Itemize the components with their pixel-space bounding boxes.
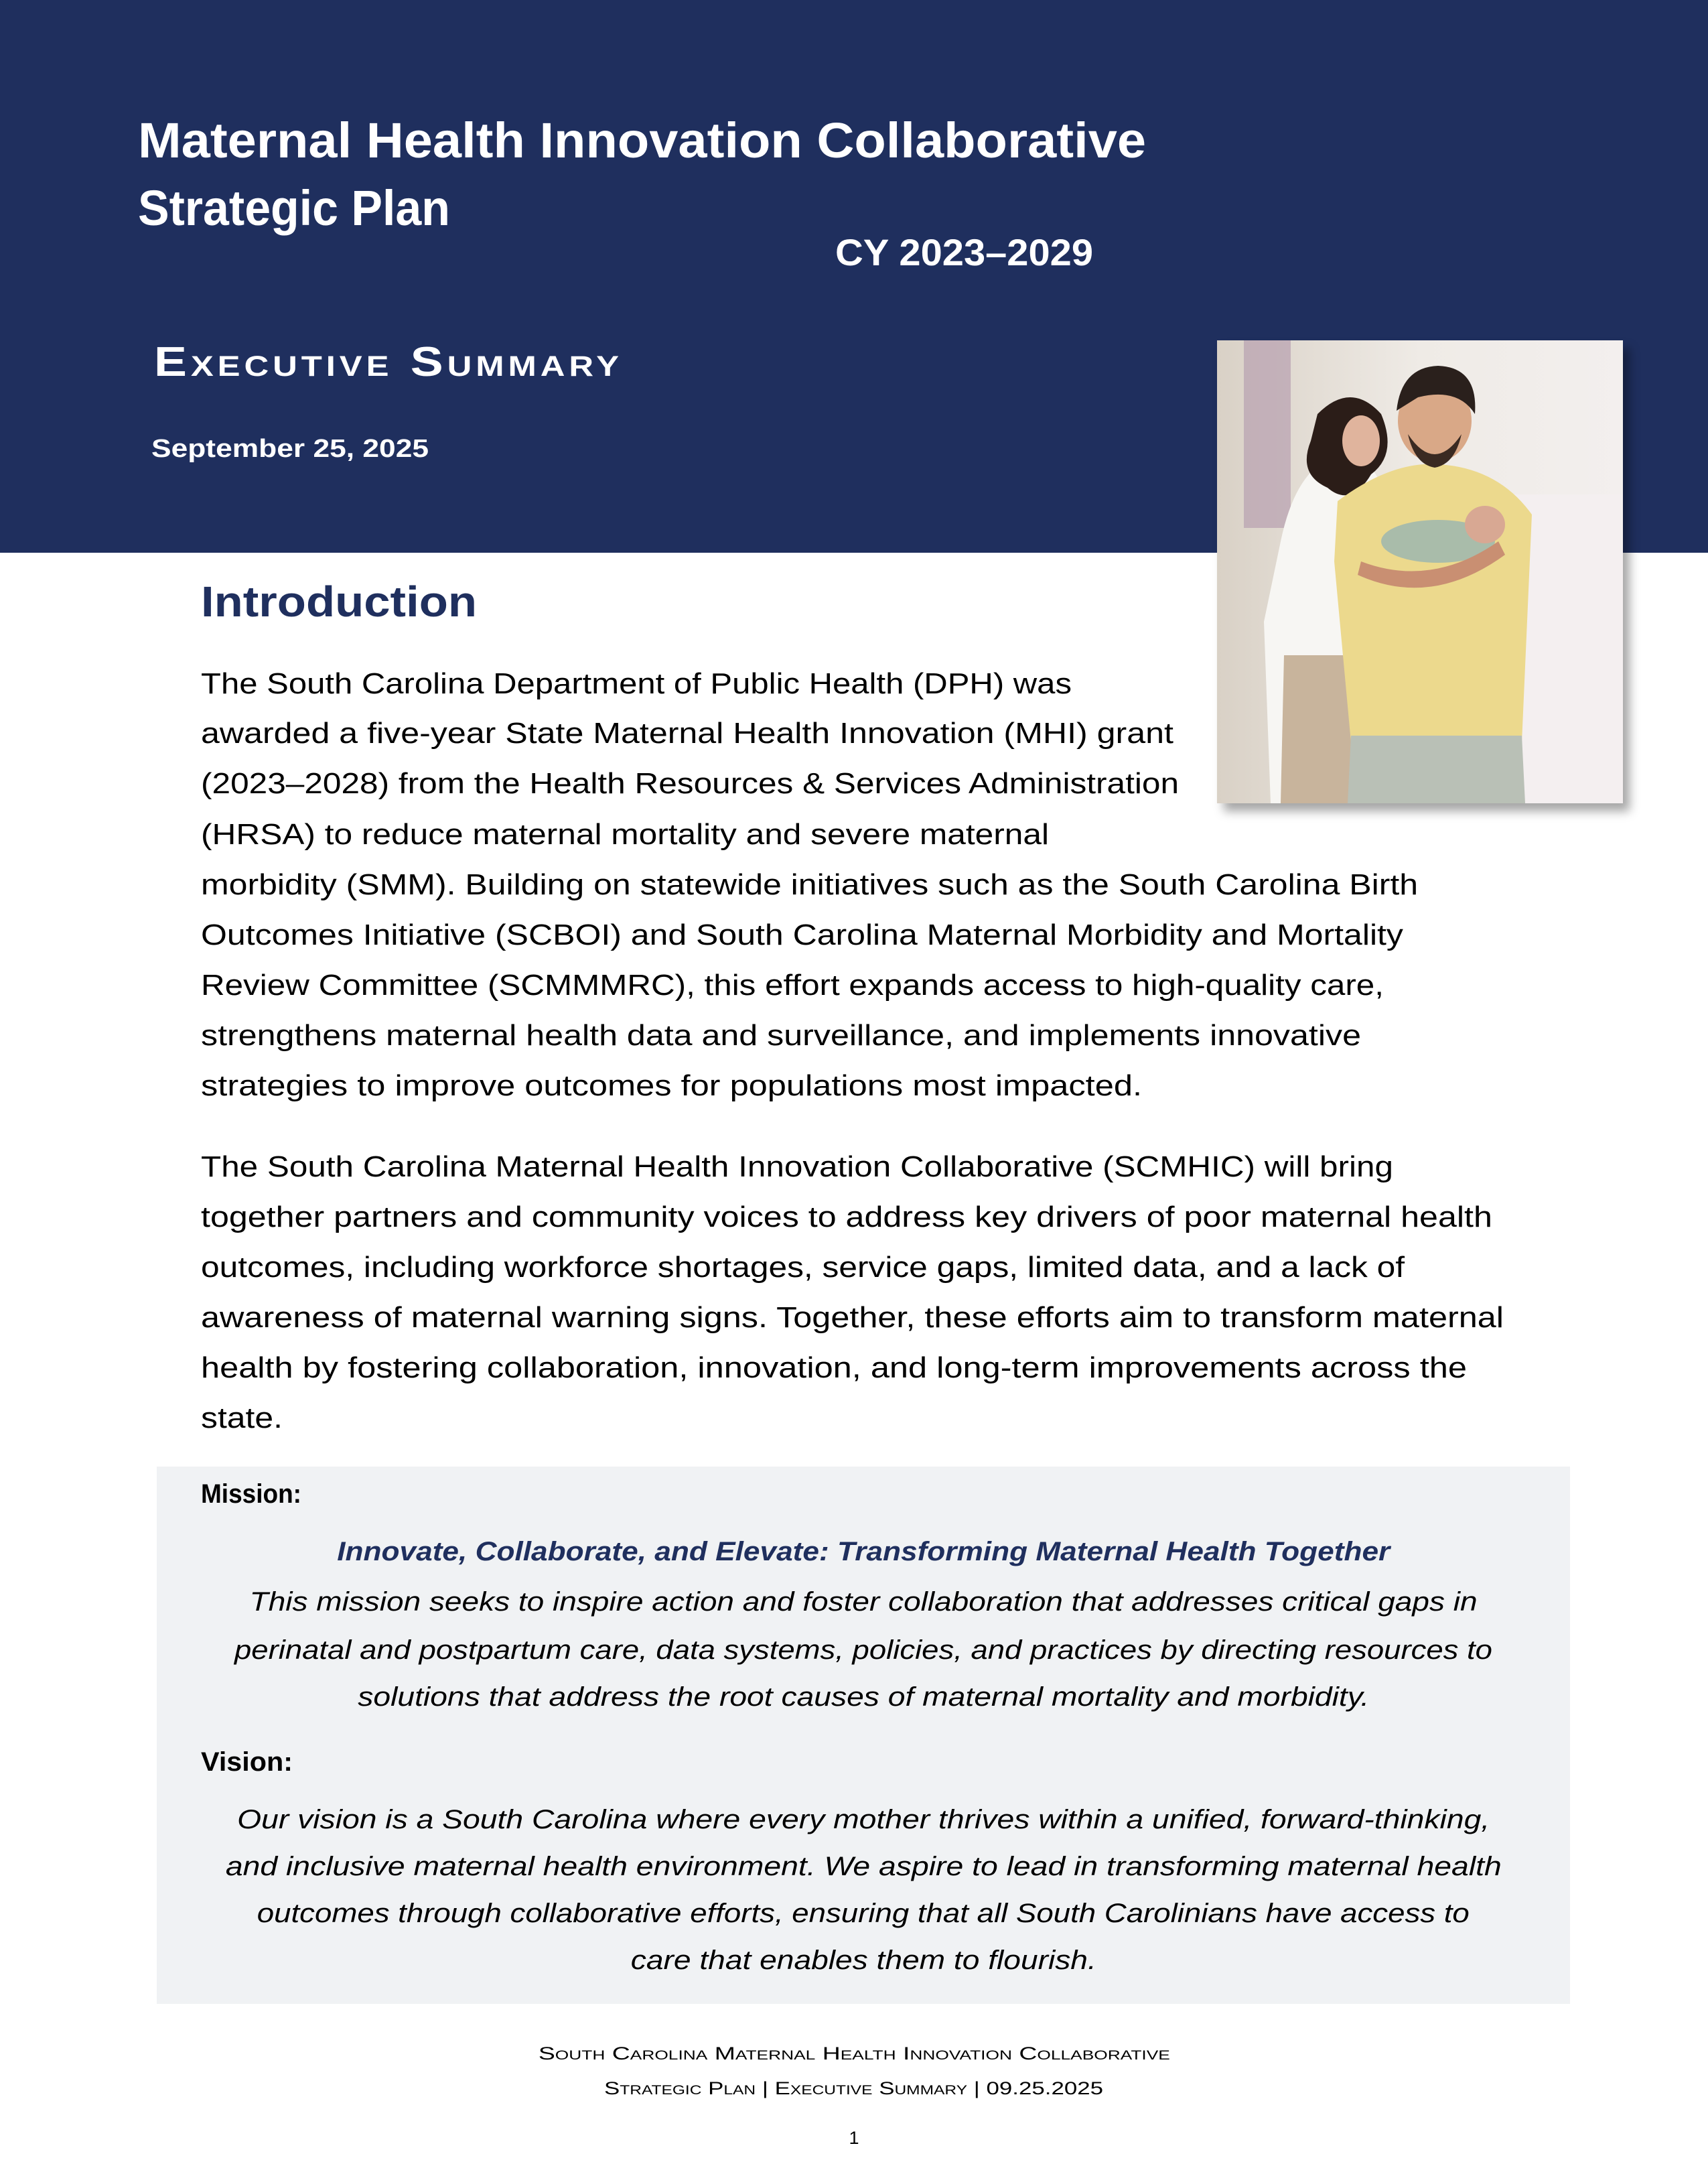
mission-text-line — [157, 1637, 1570, 1664]
section-title: Executive Summary — [154, 339, 623, 385]
curtain — [1244, 340, 1291, 528]
man-pants — [1348, 736, 1525, 803]
footer-organization: South Carolina Maternal Health Innovation Collaborative — [538, 2043, 1170, 2064]
page-number — [0, 2129, 1708, 2147]
intro-paragraph-1-line: The South Carolina Department of Public Health (DPH) was — [201, 667, 1072, 700]
mission-tagline — [157, 1538, 1570, 1565]
intro-paragraph-1-line: (2023–2028) from the Health Resources & Services Administration — [201, 767, 1180, 800]
intro-paragraph-1-line: awarded a five-year State Maternal Health Innovation (MHI) grant — [201, 717, 1173, 750]
mission-tagline-text: Innovate, Collaborate, and Elevate: Transforming Maternal Health Together — [336, 1537, 1391, 1566]
man-shirt — [1334, 464, 1532, 742]
intro-paragraph-2-line: awareness of maternal warning signs. Together, these efforts aim to transform maternal — [201, 1301, 1504, 1334]
intro-paragraph-1-line: strengthens maternal health data and surveillance, and implements innovative — [201, 1019, 1362, 1052]
vision-text-line — [157, 1900, 1570, 1927]
intro-paragraph-1-line: (HRSA) to reduce maternal mortality and severe maternal — [201, 818, 1050, 851]
intro-paragraph-2-line: The South Carolina Maternal Health Innovation Collaborative (SCMHIC) will bring — [201, 1150, 1393, 1183]
document-title-line-2: Strategic Plan — [138, 180, 450, 236]
footer-line-2-text — [604, 2080, 1103, 2098]
page-number-text: 1 — [849, 2128, 859, 2148]
mission-label: Mission: — [201, 1479, 302, 1509]
vision-label: Vision: — [201, 1747, 293, 1777]
footer-section: Executive Summary — [775, 2078, 968, 2098]
photo-family-newborn-icon — [1217, 340, 1623, 803]
family-newborn-photo — [1217, 340, 1623, 803]
intro-paragraph-2-line: health by fostering collaboration, innovation, and long-term improvements across the — [201, 1351, 1467, 1384]
footer-separator: | — [762, 2078, 769, 2098]
vision-text: Our vision is a South Carolina where every mother thrives within a unified, forward-thinking, — [236, 1805, 1490, 1834]
footer-line-1 — [0, 2045, 1708, 2063]
intro-paragraph-1-line: Review Committee (SCMMMRC), this effort expands access to high-quality care, — [201, 969, 1384, 1002]
woman-face — [1342, 415, 1380, 466]
vision-text: care that enables them to flourish. — [630, 1946, 1096, 1975]
baby-head — [1465, 506, 1505, 543]
footer-separator: | — [974, 2078, 981, 2098]
introduction-heading: Introduction — [201, 578, 477, 626]
plan-period: CY 2023–2029 — [835, 231, 1094, 273]
footer-plan: Strategic Plan — [604, 2078, 756, 2098]
vision-text-line — [157, 1947, 1570, 1974]
footer-date: 09.25.2025 — [987, 2078, 1104, 2098]
intro-paragraph-2-line: state. — [201, 1402, 283, 1434]
mission-text: This mission seeks to inspire action and foster collaboration that addresses critical gaps in — [249, 1587, 1478, 1617]
intro-paragraph-2-line: outcomes, including workforce shortages, service gaps, limited data, and a lack of — [201, 1251, 1405, 1284]
mission-text-line — [157, 1684, 1570, 1710]
mission-text-line — [157, 1589, 1570, 1615]
vision-text-line — [157, 1853, 1570, 1880]
footer-line-2 — [0, 2080, 1708, 2098]
vision-text: outcomes through collaborative efforts, ensuring that all South Carolinians have access to — [257, 1899, 1470, 1928]
mission-text: perinatal and postpartum care, data systems, policies, and practices by directing resources to — [234, 1635, 1492, 1665]
intro-paragraph-2-line: together partners and community voices to address key drivers of poor maternal health — [201, 1201, 1492, 1233]
vision-text: and inclusive maternal health environment. We aspire to lead in transforming maternal health — [225, 1852, 1502, 1881]
mission-text: solutions that address the root causes of maternal mortality and morbidity. — [358, 1682, 1369, 1712]
vision-text-line — [157, 1806, 1570, 1833]
document-date: September 25, 2025 — [151, 435, 429, 463]
document-title-line-1: Maternal Health Innovation Collaborative — [138, 113, 1147, 168]
intro-paragraph-1-line: morbidity (SMM). Building on statewide initiatives such as the South Carolina Birth — [201, 868, 1419, 901]
intro-paragraph-1-line: Outcomes Initiative (SCBOI) and South Carolina Maternal Morbidity and Mortality — [201, 919, 1403, 951]
intro-paragraph-1-line: strategies to improve outcomes for populations most impacted. — [201, 1069, 1143, 1102]
